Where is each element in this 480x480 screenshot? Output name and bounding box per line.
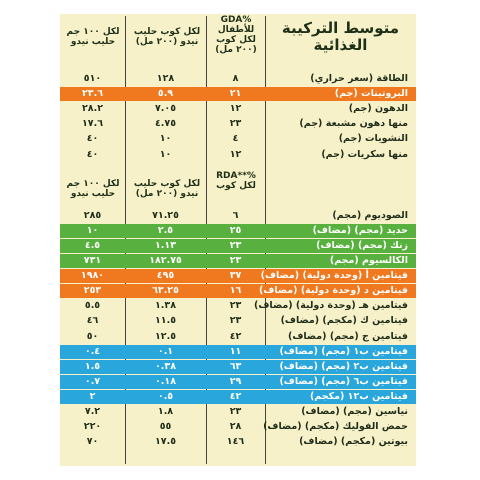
value-per-100g: ١٠	[86, 225, 99, 236]
value-per-100g: ٠.٧	[84, 376, 101, 387]
value-percent: ٢٣	[229, 315, 242, 326]
table-row	[60, 87, 416, 101]
nutrient-label: منها سكريات (جم)	[321, 149, 408, 160]
value-percent: ١٢	[229, 103, 242, 114]
value-per-cup: ١٠	[159, 149, 172, 160]
value-per-cup: ١٢٨	[156, 73, 175, 84]
value-per-100g: ٠.٤	[84, 346, 101, 357]
nutrient-label: حديد (مجم) (مضاف)	[312, 225, 408, 236]
nutrient-label: بيوتين (مكجم) (مضاف)	[299, 436, 408, 447]
table-row	[60, 209, 416, 223]
value-per-100g: ٢٣.٦	[81, 88, 103, 99]
table-row	[60, 405, 416, 419]
table-row	[60, 224, 416, 238]
value-per-100g: ٥٠	[86, 331, 99, 342]
table-row	[60, 72, 416, 86]
value-per-cup: ١.٨	[157, 406, 174, 417]
value-per-cup: ٧.٠٥	[154, 103, 176, 114]
nutrient-label: فيتامين ب٢ (مجم) (مضاف)	[279, 361, 408, 372]
table-row	[60, 420, 416, 434]
value-per-100g: ٧.٢	[84, 406, 101, 417]
value-per-100g: ٤٠	[86, 133, 99, 144]
nutrient-label: الكالسيوم (مجم)	[329, 255, 408, 266]
nutrient-label: الدهون (جم)	[348, 103, 408, 114]
value-per-100g: ٢	[89, 391, 96, 402]
nutrient-label: زنك (مجم) (مضاف)	[316, 240, 408, 251]
value-percent: ٢٣	[229, 240, 242, 251]
value-per-cup: ٤.٧٥	[154, 118, 176, 129]
nutrient-label: الصوديوم (مجم)	[332, 210, 408, 221]
value-percent: ٢٣	[229, 255, 242, 266]
nutrient-label: حمض الفوليك (مكجم) (مضاف)	[263, 421, 408, 432]
value-per-cup: ٢.٥	[157, 225, 174, 236]
value-per-100g: ٧٠	[86, 436, 99, 447]
value-per-100g: ١٩٨٠	[80, 270, 105, 281]
table-title: متوسط التركيبة الغذائية	[281, 19, 400, 54]
table-row	[60, 435, 416, 449]
value-per-cup: ٧١.٢٥	[152, 210, 179, 221]
value-percent: ٢٣	[229, 118, 242, 129]
value-per-cup: ١.١٣	[154, 240, 176, 251]
value-per-cup: ١٢.٥	[154, 331, 176, 342]
table-row	[60, 360, 416, 374]
value-per-cup: ١٨٢.٧٥	[149, 255, 182, 266]
header-per-cup: لكل كوب حليب نيدو (٢٠٠ مل)	[133, 27, 201, 47]
value-per-100g: ٢٨٥	[83, 210, 102, 221]
value-per-100g: ٤٠	[86, 149, 99, 160]
table-row	[60, 345, 416, 359]
value-percent: ٨	[232, 73, 239, 84]
value-percent: ٦	[232, 210, 239, 221]
nutrient-label: فيتامين ج (مجم) (مضاف)	[287, 331, 408, 342]
value-per-100g: ٥١٠	[83, 73, 102, 84]
nutrient-label: فيتامين ك (مكجم) (مضاف)	[280, 315, 408, 326]
value-percent: ٣٧	[229, 270, 242, 281]
value-per-cup: ٤٩٥	[156, 270, 175, 281]
nutrient-label: فيتامين هـ (وحدة دولية) (مضاف)	[254, 300, 408, 311]
value-percent: ٤٢	[229, 331, 242, 342]
table-row	[60, 132, 416, 146]
value-per-100g: ٤٦	[86, 315, 99, 326]
value-per-cup: ٦٣.٢٥	[152, 285, 179, 296]
nutrient-label: فيتامين ب١ (مجم) (مضاف)	[279, 346, 408, 357]
table-row	[60, 284, 416, 298]
table-row	[60, 117, 416, 131]
nutrient-label: البروتينات (جم)	[334, 88, 408, 99]
table-row	[60, 148, 416, 162]
nutrient-label: فيتامين ب٦ (مجم) (مضاف)	[279, 376, 408, 387]
value-per-cup: ٠.١	[157, 346, 174, 357]
value-percent: ٢٩	[229, 376, 242, 387]
table-row	[60, 254, 416, 268]
value-per-cup: ١٠	[159, 133, 172, 144]
value-per-100g: ٧٣١	[83, 255, 102, 266]
header-per-100g: لكل ١٠٠ جم حليب نيدو	[66, 27, 120, 47]
table-row	[60, 314, 416, 328]
nutrient-label: منها دهون مشبعة (جم)	[299, 118, 408, 129]
header-gda: GDA% للأطفال لكل كوب (٢٠٠ مل)	[215, 15, 257, 55]
value-percent: ٤٢	[229, 391, 242, 402]
nutrient-label: النشويات (جم)	[338, 133, 408, 144]
value-percent: ٢٣	[229, 406, 242, 417]
value-percent: ٢٥	[229, 225, 242, 236]
value-per-cup: ٠.٣٨	[154, 361, 176, 372]
header-per-100g-2: لكل ١٠٠ جم حليب نيدو	[66, 179, 120, 199]
header-per-cup-2: لكل كوب حليب نيدو (٢٠٠ مل)	[133, 179, 201, 199]
value-percent: ٢١	[229, 88, 242, 99]
value-per-100g: ٤.٥	[84, 240, 101, 251]
value-percent: ٢٨	[229, 421, 242, 432]
table-row	[60, 269, 416, 283]
value-percent: ١٤٦	[226, 436, 245, 447]
header-rda: RDA**% لكل كوب	[216, 171, 256, 191]
nutrient-label: فيتامين أ (وحدة دولية) (مضاف)	[260, 270, 408, 281]
value-percent: ١٢	[229, 149, 242, 160]
value-per-cup: ٠.٥	[157, 391, 174, 402]
value-per-100g: ١.٥	[84, 361, 101, 372]
table-row	[60, 375, 416, 389]
value-per-100g: ٢٥٣	[83, 285, 102, 296]
value-per-cup: ٥.٩	[157, 88, 174, 99]
nutrient-label: الطاقة (سعر حراري)	[310, 73, 408, 84]
value-per-100g: ٢٨.٢	[81, 103, 103, 114]
value-percent: ٦٣	[229, 361, 242, 372]
nutrient-label: نياسين (مجم) (مضاف)	[301, 406, 408, 417]
nutrient-label: فيتامين ب١٢ (مكجم)	[309, 391, 408, 402]
nutrient-label: فيتامين د (وحدة دولية) (مضاف)	[258, 285, 408, 296]
value-per-cup: ٠.١٨	[154, 376, 176, 387]
value-per-100g: ٥.٥	[84, 300, 101, 311]
value-per-cup: ١٧.٥	[154, 436, 176, 447]
value-per-100g: ١٧.٦	[81, 118, 103, 129]
value-percent: ١٦	[229, 285, 242, 296]
value-per-cup: ١١.٥	[154, 315, 176, 326]
table-row	[60, 330, 416, 344]
nutrition-panel	[60, 14, 416, 466]
table-row	[60, 239, 416, 253]
table-row	[60, 102, 416, 116]
value-percent: ٤	[232, 133, 239, 144]
value-per-cup: ٥٥	[159, 421, 172, 432]
table-row	[60, 299, 416, 313]
value-per-100g: ٢٢٠	[83, 421, 102, 432]
value-percent: ١١	[229, 346, 242, 357]
table-row	[60, 390, 416, 404]
value-per-cup: ١.٣٨	[154, 300, 176, 311]
value-percent: ٢٣	[229, 300, 242, 311]
